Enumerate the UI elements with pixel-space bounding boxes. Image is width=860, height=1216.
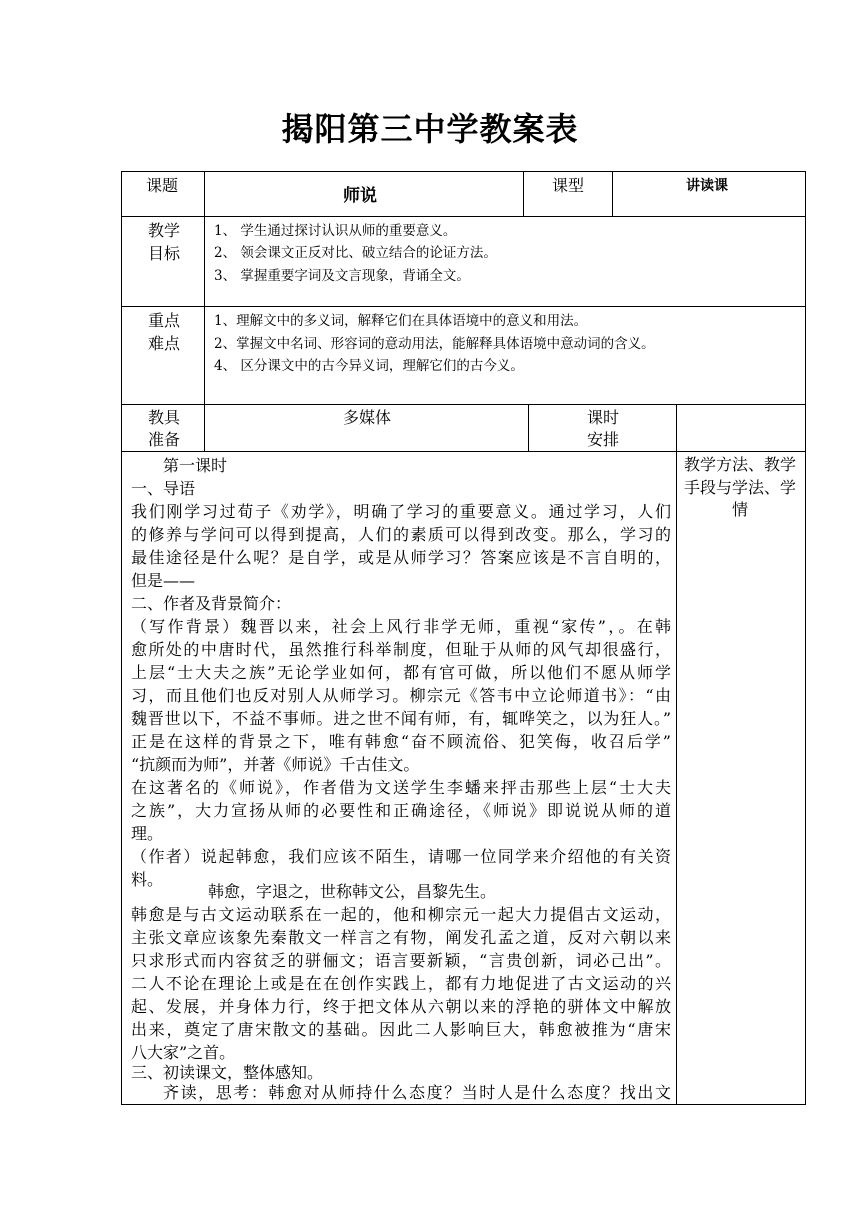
body-text-line: 上层“士大夫之族”无论学业如何，都有官可做，所以他们不愿从师学 [131, 663, 671, 682]
section-heading: 二、作者及背景简介： [131, 594, 292, 613]
body-text-line: 韩愈，字退之，世称韩文公，昌黎先生。 [208, 882, 497, 901]
body-text-line: “抗颜而为师”，并著《师说》千古佳文。 [131, 755, 420, 774]
column-divider [612, 171, 613, 216]
column-divider [204, 171, 205, 451]
row-divider [121, 306, 806, 307]
body-text-line: 韩愈是与古文运动联系在一起的，他和柳宗元一起大力提倡古文运动， [131, 905, 671, 924]
side-note-heading: 手段与学法、学 [684, 478, 797, 497]
body-text-line: 愈所处的中唐时代，虽然推行科举制度，但耻于从师的风气却很盛行， [131, 640, 671, 659]
key-points-label: 重点 [148, 311, 181, 330]
body-text-line: 最佳途径是什么呢？是自学，或是从师学习？答案应该是不言自明的， [131, 548, 671, 567]
body-text-line: 八大家”之首。 [131, 1043, 236, 1062]
row-divider [121, 451, 806, 452]
topic-label: 课题 [146, 176, 179, 195]
section-heading: 三、初读课文，整体感知。 [131, 1063, 324, 1082]
key-points-label: 难点 [148, 334, 181, 353]
tools-label: 教具 [148, 408, 181, 427]
row-divider [121, 404, 806, 405]
side-note-heading: 情 [732, 500, 749, 519]
key-point-item: 2、掌握文中名词、形容词的意动用法，能解释具体语境中意动词的含义。 [214, 336, 655, 352]
column-divider [528, 404, 529, 451]
body-text-line: 之族”，大力宣扬从师的必要性和正确途径，《师说》即说说从师的道 [131, 801, 671, 820]
hours-label: 课时 [587, 408, 620, 427]
row-divider [121, 216, 806, 217]
topic-value: 师说 [343, 186, 377, 206]
section-heading: 第一课时 [163, 456, 228, 475]
body-text-line: 我们刚学习过荀子《劝学》，明确了学习的重要意义。通过学习，人们 [131, 502, 671, 521]
body-text-line: 正是在这样的背景之下，唯有韩愈“奋不顾流俗、犯笑侮，收召后学” [131, 732, 671, 751]
tools-value: 多媒体 [343, 408, 392, 427]
body-text-line: 理。 [131, 824, 164, 843]
body-text-line: 料。 [131, 870, 164, 889]
goals-label: 教学 [148, 221, 181, 240]
key-point-item: 1、理解文中的多义词，解释它们在具体语境中的意义和用法。 [214, 313, 588, 329]
body-text-line: 习，而且他们也反对别人从师学习。柳宗元《答韦中立论师道书》：“由 [131, 686, 671, 705]
tools-label: 准备 [148, 430, 181, 449]
key-point-item: 4、 区分课文中的古今异义词，理解它们的古今义。 [214, 358, 524, 374]
body-text-line: （写作背景）魏晋以来，社会上风行非学无师，重视“家传”，。在韩 [131, 617, 671, 636]
hours-label: 安排 [587, 430, 620, 449]
column-divider [523, 171, 524, 216]
goal-item: 1、 学生通过探讨认识从师的重要意义。 [214, 223, 457, 239]
column-divider [676, 404, 677, 1105]
body-text-line: （作者）说起韩愈，我们应该不陌生，请哪一位同学来介绍他的有关资 [131, 847, 671, 866]
body-text-line: 主张文章应该象先秦散文一样言之有物，阐发孔孟之道，反对六朝以来 [131, 928, 671, 947]
body-text-line: 起、发展，并身体力行，终于把文体从六朝以来的浮艳的骈体文中解放 [131, 997, 671, 1016]
goal-item: 2、 领会课文正反对比、破立结合的论证方法。 [214, 245, 497, 261]
body-text-line: 齐读，思考：韩愈对从师持什么态度？当时人是什么态度？找出文 [163, 1083, 671, 1102]
page-title: 揭阳第三中学教案表 [281, 110, 579, 148]
lesson-type-label: 课型 [552, 176, 585, 195]
body-text-line: 的修养与学问可以得到提高，人们的素质可以得到改变。那么，学习的 [131, 525, 671, 544]
body-text-line: 二人不论在理论上或是在在创作实践上，都有力地促进了古文运动的兴 [131, 974, 671, 993]
body-text-line: 只求形式而内容贫乏的骈俪文；语言要新颖，“言贵创新，词必己出”。 [131, 951, 671, 970]
side-note-heading: 教学方法、教学 [684, 455, 797, 474]
body-text-line: 出来，奠定了唐宋散文的基础。因此二人影响巨大，韩愈被推为“唐宋 [131, 1020, 671, 1039]
body-text-line: 但是—— [131, 571, 196, 590]
body-text-line: 在这著名的《师说》，作者借为文送学生李蟠来抨击那些上层“士大夫 [131, 778, 671, 797]
body-text-line: 魏晋世以下，不益不事师。进之世不闻有师，有，辄哗笑之，以为狂人。” [131, 709, 671, 728]
section-heading: 一、导语 [131, 479, 196, 498]
lesson-type-value: 讲读课 [686, 178, 728, 194]
goals-label: 目标 [148, 244, 181, 263]
goal-item: 3、 掌握重要字词及文言现象，背诵全文。 [214, 268, 470, 284]
